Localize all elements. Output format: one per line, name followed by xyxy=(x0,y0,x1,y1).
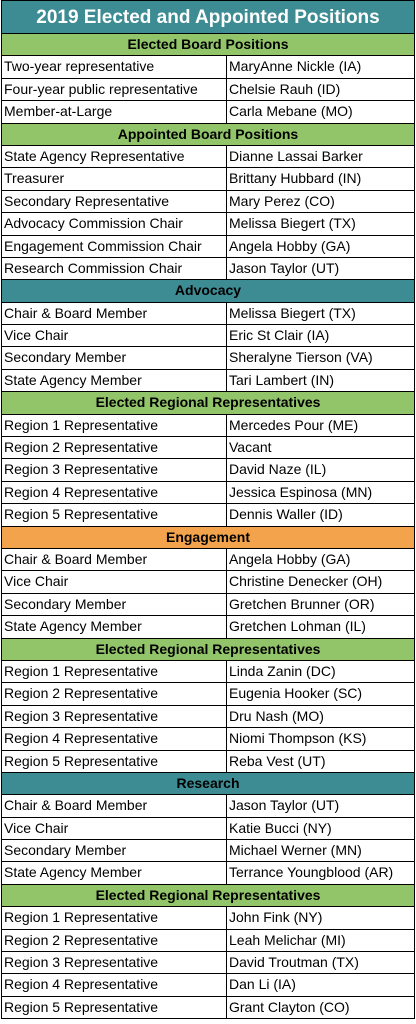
person-cell: Angela Hobby (GA) xyxy=(229,237,351,254)
table-row xyxy=(1,146,415,168)
sections-container xyxy=(1,34,415,1019)
table-row xyxy=(1,594,415,616)
position-cell: Chair & Board Member xyxy=(2,795,227,816)
person-cell: Gretchen Lohman (IL) xyxy=(229,618,366,635)
table-row xyxy=(1,683,415,705)
table-row xyxy=(1,504,415,526)
person-cell: Mercedes Pour (ME) xyxy=(229,416,359,433)
person-cell: John Fink (NY) xyxy=(229,909,323,926)
table-row xyxy=(1,706,415,728)
person-cell: Katie Bucci (NY) xyxy=(229,819,332,836)
table-row xyxy=(1,818,415,840)
position-cell: Vice Chair xyxy=(2,325,227,346)
table-row xyxy=(1,840,415,862)
person-cell: David Troutman (TX) xyxy=(229,954,359,971)
table-row xyxy=(1,862,415,884)
table-row xyxy=(1,751,415,773)
position-cell: Secondary Representative xyxy=(2,191,227,212)
person-cell: Melissa Biegert (TX) xyxy=(229,304,356,321)
position-cell: Region 4 Representative xyxy=(2,482,227,503)
table-row xyxy=(1,728,415,750)
person-cell: Angela Hobby (GA) xyxy=(229,550,351,567)
position-cell: State Agency Representative xyxy=(2,146,227,167)
position-cell: Region 2 Representative xyxy=(2,930,227,951)
position-cell: Region 1 Representative xyxy=(2,415,227,436)
person-cell: Niomi Thompson (KS) xyxy=(229,730,367,747)
person-cell: Melissa Biegert (TX) xyxy=(229,215,356,232)
person-cell: Eric St Clair (IA) xyxy=(229,327,330,344)
position-cell: State Agency Member xyxy=(2,370,227,391)
section-header: Elected Regional Representatives xyxy=(1,392,415,414)
position-cell: Region 2 Representative xyxy=(2,683,227,704)
person-cell: David Naze (IL) xyxy=(229,461,327,478)
person-cell: Dennis Waller (ID) xyxy=(229,506,343,523)
position-cell: Secondary Member xyxy=(2,594,227,615)
table-row xyxy=(1,303,415,325)
table-row xyxy=(1,482,415,504)
person-cell: Mary Perez (CO) xyxy=(229,192,335,209)
table-row xyxy=(1,191,415,213)
table-row xyxy=(1,571,415,593)
position-cell: Region 5 Representative xyxy=(2,997,227,1018)
position-cell: Vice Chair xyxy=(2,571,227,592)
section-header: Appointed Board Positions xyxy=(1,124,415,146)
person-cell: Jason Taylor (UT) xyxy=(229,259,340,276)
position-cell: Engagement Commission Chair xyxy=(2,236,227,257)
table-title: 2019 Elected and Appointed Positions xyxy=(1,0,415,34)
person-cell: Reba Vest (UT) xyxy=(229,752,326,769)
table-row xyxy=(1,616,415,638)
position-cell: Two-year representative xyxy=(2,56,227,77)
section-header: Engagement xyxy=(1,527,415,549)
table-row xyxy=(1,549,415,571)
person-cell: MaryAnne Nickle (IA) xyxy=(229,58,362,75)
position-cell: State Agency Member xyxy=(2,862,227,883)
table-row xyxy=(1,795,415,817)
person-cell: Tari Lambert (IN) xyxy=(229,371,335,388)
person-cell: Michael Werner (MN) xyxy=(229,842,362,859)
section-header: Advocacy xyxy=(1,280,415,302)
section-header: Elected Regional Representatives xyxy=(1,639,415,661)
table-row xyxy=(1,347,415,369)
section-header: Elected Regional Representatives xyxy=(1,885,415,907)
position-cell: Treasurer xyxy=(2,168,227,189)
table-row xyxy=(1,213,415,235)
position-cell: Secondary Member xyxy=(2,347,227,368)
section-header: Elected Board Positions xyxy=(1,34,415,56)
table-row xyxy=(1,325,415,347)
position-cell: Four-year public representative xyxy=(2,79,227,100)
table-row xyxy=(1,930,415,952)
table-row xyxy=(1,101,415,123)
position-cell: Vice Chair xyxy=(2,818,227,839)
person-cell: Sheralyne Tierson (VA) xyxy=(229,349,373,366)
table-row xyxy=(1,459,415,481)
position-cell: Region 1 Representative xyxy=(2,907,227,928)
table-row xyxy=(1,79,415,101)
table-row xyxy=(1,437,415,459)
person-cell: Brittany Hubbard (IN) xyxy=(229,170,362,187)
position-cell: Region 3 Representative xyxy=(2,459,227,480)
section-header: Research xyxy=(1,773,415,795)
person-cell: Dru Nash (MO) xyxy=(229,707,324,724)
person-cell: Vacant xyxy=(229,439,272,456)
table-row xyxy=(1,907,415,929)
position-cell: Advocacy Commission Chair xyxy=(2,213,227,234)
person-cell: Grant Clayton (CO) xyxy=(229,998,350,1015)
position-cell: Region 5 Representative xyxy=(2,751,227,772)
position-cell: Secondary Member xyxy=(2,840,227,861)
person-cell: Jessica Espinosa (MN) xyxy=(229,483,373,500)
position-cell: Region 4 Representative xyxy=(2,974,227,995)
position-cell: State Agency Member xyxy=(2,616,227,637)
position-cell: Region 3 Representative xyxy=(2,706,227,727)
person-cell: Carla Mebane (MO) xyxy=(229,103,353,120)
position-cell: Chair & Board Member xyxy=(2,303,227,324)
person-cell: Eugenia Hooker (SC) xyxy=(229,685,363,702)
position-cell: Region 3 Representative xyxy=(2,952,227,973)
person-cell: Terrance Youngblood (AR) xyxy=(229,864,394,881)
table-row xyxy=(1,56,415,78)
table-row xyxy=(1,997,415,1019)
person-cell: Dianne Lassai Barker xyxy=(229,147,363,164)
table-row xyxy=(1,661,415,683)
table-row xyxy=(1,370,415,392)
position-cell: Member-at-Large xyxy=(2,101,227,122)
position-cell: Region 1 Representative xyxy=(2,661,227,682)
position-cell: Region 4 Representative xyxy=(2,728,227,749)
person-cell: Gretchen Brunner (OR) xyxy=(229,595,375,612)
person-cell: Leah Melichar (MI) xyxy=(229,931,346,948)
table-row xyxy=(1,258,415,280)
table-row xyxy=(1,974,415,996)
position-cell: Chair & Board Member xyxy=(2,549,227,570)
position-cell: Region 5 Representative xyxy=(2,504,227,525)
table-row xyxy=(1,168,415,190)
position-cell: Research Commission Chair xyxy=(2,258,227,279)
table-row xyxy=(1,415,415,437)
person-cell: Jason Taylor (UT) xyxy=(229,797,340,814)
person-cell: Dan Li (IA) xyxy=(229,976,296,993)
positions-table xyxy=(1,0,415,1019)
person-cell: Linda Zanin (DC) xyxy=(229,662,336,679)
table-row xyxy=(1,952,415,974)
table-row xyxy=(1,236,415,258)
person-cell: Christine Denecker (OH) xyxy=(229,573,383,590)
position-cell: Region 2 Representative xyxy=(2,437,227,458)
person-cell: Chelsie Rauh (ID) xyxy=(229,80,341,97)
